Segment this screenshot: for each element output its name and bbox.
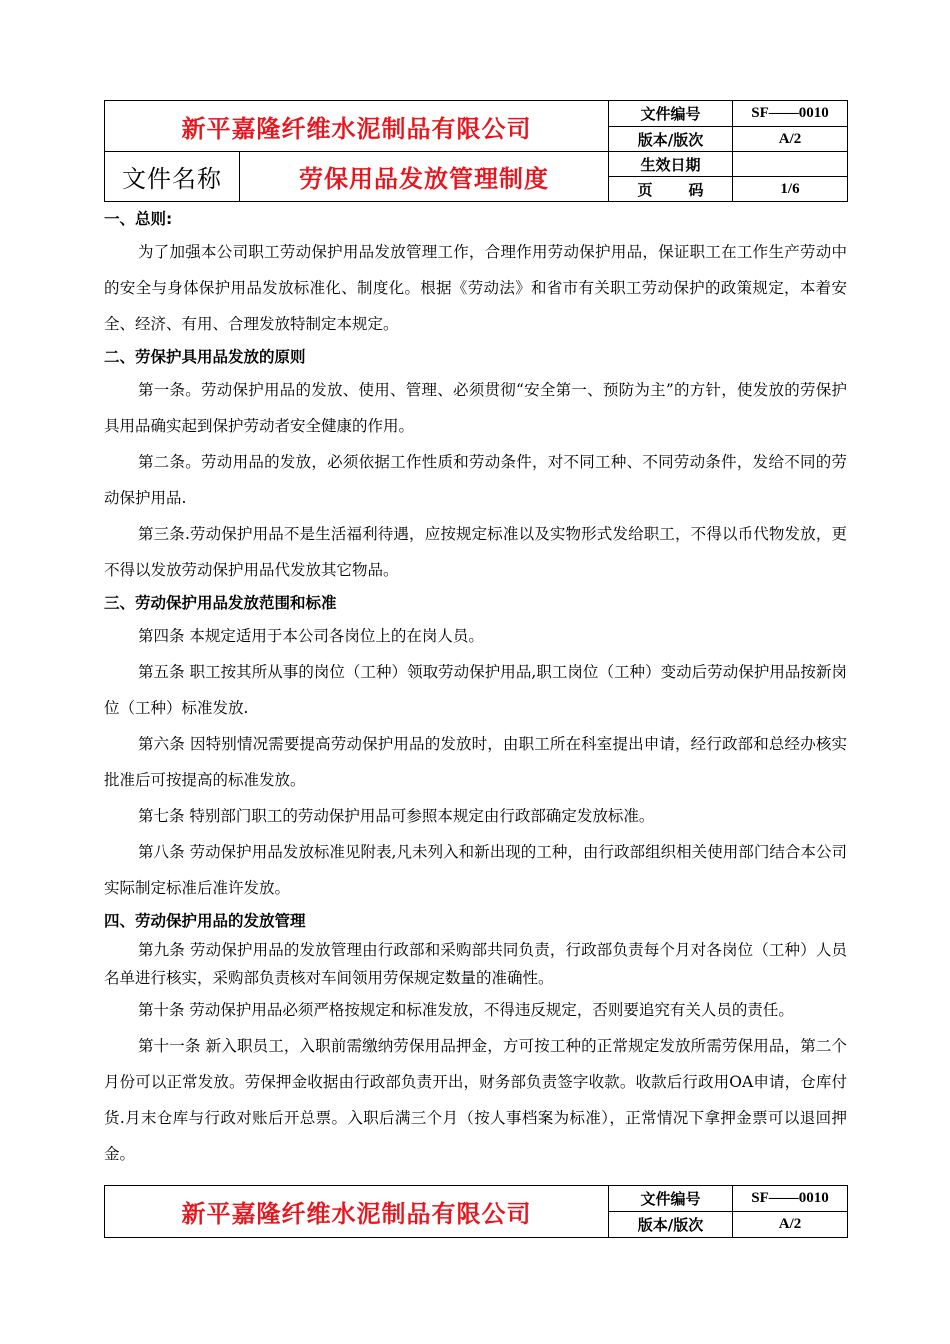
document-footer-table — [104, 1185, 848, 1238]
section-title: 一、总则: — [104, 210, 173, 228]
company-name: 新平嘉隆纤维水泥制品有限公司 — [105, 101, 609, 152]
paragraph: 第二条。劳动用品的发放，必须依据工作性质和劳动条件，对不同工种、不同劳动条件，发给不同的劳动保护用品. — [104, 453, 847, 507]
version-value: A/2 — [733, 127, 848, 152]
effective-date-value — [733, 152, 848, 177]
section-title: 三、劳动保护用品发放范围和标准 — [104, 594, 337, 612]
paragraph: 第三条.劳动保护用品不是生活福利待遇，应按规定标准以及实物形式发给职工，不得以币代物发放，更不得以发放劳动保护用品代发放其它物品。 — [104, 525, 847, 579]
footer-doc-no-label: 文件编号 — [609, 1186, 733, 1212]
paragraph: 第八条 劳动保护用品发放标准见附表,凡未列入和新出现的工种，由行政部组织相关使用部门结合本公司实际制定标准后准许发放。 — [104, 843, 847, 897]
footer-company-name: 新平嘉隆纤维水泥制品有限公司 — [105, 1186, 609, 1238]
version-label: 版本/版次 — [609, 127, 733, 152]
page-number-value: 1/6 — [733, 177, 848, 202]
document-body — [104, 204, 847, 1172]
paragraph: 第九条 劳动保护用品的发放管理由行政部和采购部共同负责，行政部负责每个月对各岗位（工种）人员名单进行核实，采购部负责核对车间领用劳保规定数量的准确性。 — [104, 941, 847, 987]
footer-doc-no-value: SF——0010 — [733, 1186, 848, 1212]
effective-date-label: 生效日期 — [609, 152, 733, 177]
paragraph: 第一条。劳动保护用品的发放、使用、管理、必须贯彻“安全第一、预防为主”的方针，使发放的劳保护具用品确实起到保护劳动者安全健康的作用。 — [104, 381, 847, 435]
file-name-label: 文件名称 — [105, 152, 240, 202]
section-title: 二、劳保护具用品发放的原则 — [104, 348, 306, 366]
file-name-value: 劳保用品发放管理制度 — [240, 152, 609, 202]
page-label-part-2: 码 — [688, 180, 704, 199]
paragraph: 第五条 职工按其所从事的岗位（工种）领取劳动保护用品,职工岗位（工种）变动后劳动保护用品按新岗位（工种）标准发放. — [104, 663, 847, 717]
page-number-label — [609, 177, 733, 202]
paragraph: 第十条 劳动保护用品必须严格按规定和标准发放，不得违反规定，否则要追究有关人员的责任。 — [138, 1001, 794, 1019]
doc-no-label: 文件编号 — [609, 101, 733, 127]
doc-no-value: SF——0010 — [733, 101, 848, 127]
paragraph: 第四条 本规定适用于本公司各岗位上的在岗人员。 — [138, 627, 484, 645]
footer-version-value: A/2 — [733, 1212, 848, 1238]
document-header-table — [104, 100, 848, 202]
paragraph: 为了加强本公司职工劳动保护用品发放管理工作，合理作用劳动保护用品，保证职工在工作生产劳动中的安全与身体保护用品发放标准化、制度化。根据《劳动法》和省市有关职工劳动保护的政策规定，本着安全、经济、有用、合理发放特制定本规定。 — [104, 243, 847, 333]
page-label-part-1: 页 — [637, 180, 653, 199]
footer-version-label: 版本/版次 — [609, 1212, 733, 1238]
paragraph: 第六条 因特别情况需要提高劳动保护用品的发放时，由职工所在科室提出申请，经行政部和总经办核实批准后可按提高的标准发放。 — [104, 735, 847, 789]
section-title: 四、劳动保护用品的发放管理 — [104, 912, 306, 930]
paragraph: 第十一条 新入职员工，入职前需缴纳劳保用品押金，方可按工种的正常规定发放所需劳保用品，第二个月份可以正常发放。劳保押金收据由行政部负责开出，财务部负责签字收款。收款后行政用OA申请，仓库付货.月末仓库与行政对账后开总票。入职后满三个月（按人事档案为标准），正常情况下拿押金票可以退回押金。 — [104, 1037, 847, 1163]
paragraph: 第七条 特别部门职工的劳动保护用品可参照本规定由行政部确定发放标准。 — [138, 807, 655, 825]
